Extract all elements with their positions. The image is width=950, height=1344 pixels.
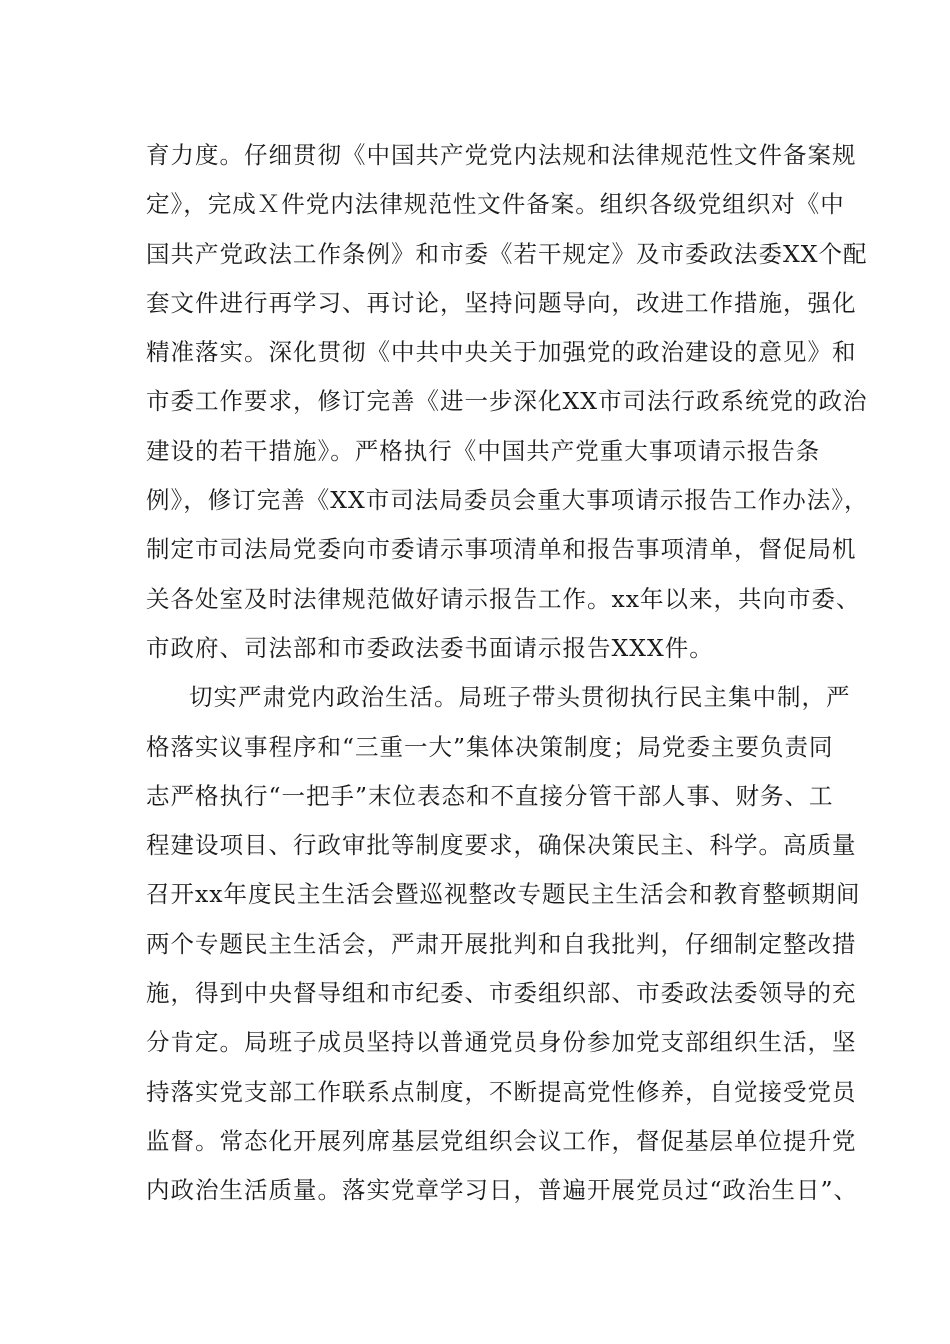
text-line: 召开xx年度民主生活会暨巡视整改专题民主生活会和教育整顿期间 [146, 880, 861, 909]
text-line: 志严格执行“一把手”末位表态和不直接分管干部人事、财务、工 [146, 781, 834, 810]
text-line: 市政府、司法部和市委政法委书面请示报告XXX件。 [146, 633, 714, 662]
body-text [146, 131, 869, 1216]
text-line: 内政治生活质量。落实党章学习日，普遍开展党员过“政治生日”、 [146, 1176, 859, 1205]
paragraph-2 [146, 673, 861, 1215]
text-line: 监督。常态化开展列席基层党组织会议工作，督促基层单位提升党 [146, 1126, 857, 1155]
text-line: 关各处室及时法律规范做好请示报告工作。xx年以来，共向市委、 [146, 584, 861, 613]
text-line: 国共产党政法工作条例》和市委《若干规定》及市委政法委XX个配 [146, 239, 868, 268]
text-line: 育力度。仔细贯彻《中国共产党党内法规和法律规范性文件备案规 [146, 141, 857, 169]
paragraph-1 [146, 131, 869, 673]
text-line: 制定市司法局党委向市委请示事项清单和报告事项清单，督促局机 [146, 535, 857, 564]
text-line: 施，得到中央督导组和市纪委、市委组织部、市委政法委领导的充 [146, 979, 857, 1008]
text-line: 分肯定。局班子成员坚持以普通党员身份参加党支部组织生活，坚 [146, 1028, 857, 1057]
text-line: 精准落实。深化贯彻《中共中央关于加强党的政治建设的意见》和 [146, 338, 857, 367]
text-line: 切实严肃党内政治生活。局班子带头贯彻执行民主集中制，严 [189, 683, 851, 712]
text-line: 建设的若干措施》。严格执行《中国共产党重大事项请示报告条 [146, 436, 821, 465]
text-line: 例》，修订完善《XX市司法局委员会重大事项请示报告工作办法》， [146, 486, 869, 515]
text-line: 格落实议事程序和“三重一大”集体决策制度；局党委主要负责同 [146, 732, 834, 761]
text-line: 程建设项目、行政审批等制度要求，确保决策民主、科学。高质量 [146, 831, 857, 860]
text-line: 定》，完成Ｘ件党内法律规范性文件备案。组织各级党组织对《中 [146, 190, 845, 219]
text-line: 市委工作要求，修订完善《进一步深化XX市司法行政系统党的政治 [146, 387, 868, 416]
text-line: 两个专题民主生活会，严肃开展批判和自我批判，仔细制定整改措 [146, 929, 857, 958]
text-line: 套文件进行再学习、再讨论，坚持问题导向，改进工作措施，强化 [146, 288, 857, 317]
text-line: 持落实党支部工作联系点制度，不断提高党性修养，自觉接受党员 [146, 1077, 857, 1106]
